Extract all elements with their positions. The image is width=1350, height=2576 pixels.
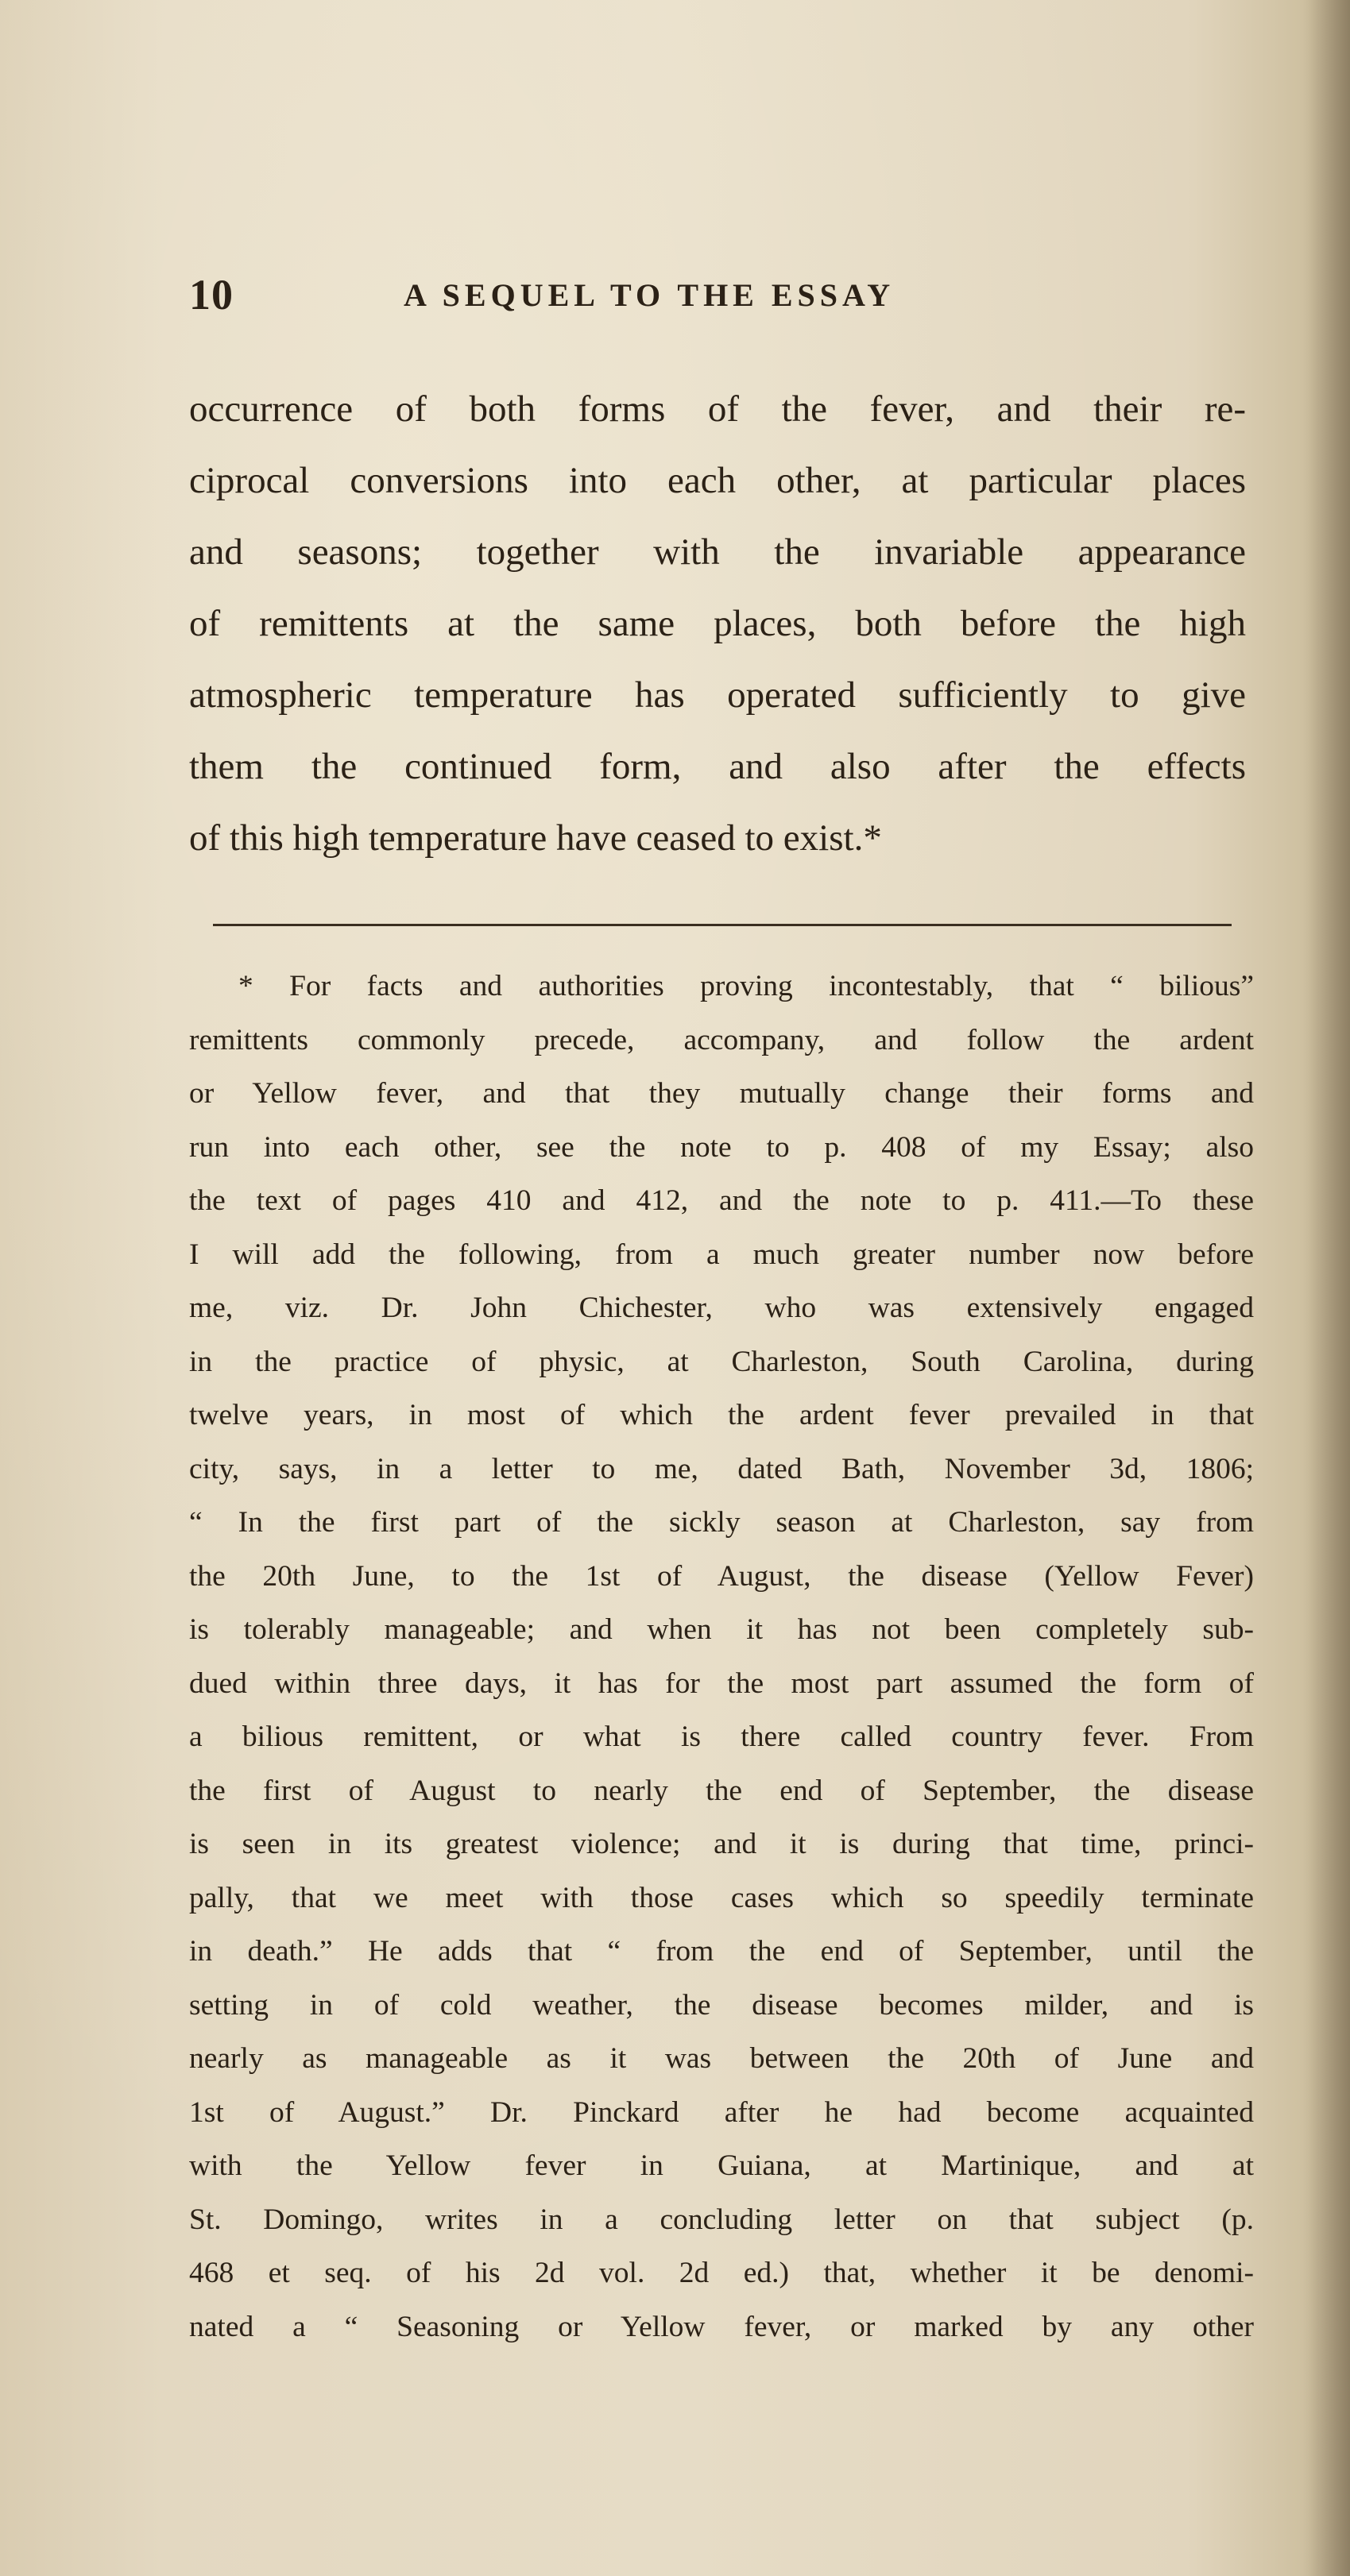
footnote-line: in death.” He adds that “ from the end of September, until the [189,1935,1254,1968]
footnote-line: “ In the first part of the sickly season at Charleston, say from [189,1506,1254,1539]
text-line: atmospheric temperature has operated sufficiently to give [189,674,1246,716]
page-number: 10 [189,271,234,319]
footnote-line: the 20th June, to the 1st of August, the disease (Yellow Fever) [189,1559,1254,1593]
footnote-line: nated a “ Seasoning or Yellow fever, or marked by any other [189,2310,1254,2343]
footnote-line: setting in of cold weather, the disease becomes milder, and is [189,1988,1254,2022]
footnote-line: pally, that we meet with those cases which so speedily terminate [189,1881,1254,1914]
text-line: and seasons; together with the invariable appearance [189,531,1246,573]
footnote-line: or Yellow fever, and that they mutually change their forms and [189,1077,1254,1110]
main-text [189,373,1246,874]
footnote-line: a bilious remittent, or what is there called country fever. From [189,1721,1254,1753]
footnote-line: dued within three days, it has for the most part assumed the form of [189,1666,1254,1700]
text-line: of remittents at the same places, both before the high [189,603,1246,644]
footnote-line: run into each other, see the note to p. 408 of my Essay; also [189,1130,1254,1164]
footnote-line: I will add the following, from a much greater number now before [189,1238,1254,1271]
page-header [189,270,1254,326]
footnote-line: the first of August to nearly the end of September, the disease [189,1774,1254,1807]
text-line: ciprocal conversions into each other, at particular places [189,460,1246,501]
running-head: A SEQUEL TO THE ESSAY [404,277,895,313]
footnote-line: the text of pages 410 and 412, and the note to p. 411.—To these [189,1184,1254,1217]
footnote-line: 468 et seq. of his 2d vol. 2d ed.) that, whether it be denomi- [189,2257,1254,2289]
footnote-line: in the practice of physic, at Charleston, South Carolina, during [189,1345,1254,1378]
page-edge-shadow [1302,0,1350,2576]
footnote-line: twelve years, in most of which the ardent fever prevailed in that [189,1399,1254,1431]
footnote-line: with the Yellow fever in Guiana, at Martinique, and at [189,2149,1254,2182]
footnote-line: me, viz. Dr. John Chichester, who was extensively engaged [189,1292,1254,1324]
footnote-line: St. Domingo, writes in a concluding letter on that subject (p. [189,2203,1254,2236]
footnote-line: * For facts and authorities proving incontestably, that “ bilious” [238,970,1254,1002]
footnote-line: is seen in its greatest violence; and it is during that time, princi- [189,1828,1254,1860]
footnote-line: remittents commonly precede, accompany, and follow the ardent [189,1023,1254,1056]
footnote-line: city, says, in a letter to me, dated Bath, November 3d, 1806; [189,1452,1254,1485]
text-line: of this high temperature have ceased to exist.* [189,817,882,859]
text-line: occurrence of both forms of the fever, and their re- [189,388,1246,430]
footnote [189,960,1254,2354]
footnote-line: is tolerably manageable; and when it has not been completely sub- [189,1613,1254,1646]
text-line: them the continued form, and also after the effects [189,746,1246,787]
footnote-divider [213,924,1232,926]
footnote-line: nearly as manageable as it was between the 20th of June and [189,2042,1254,2075]
footnote-line: 1st of August.” Dr. Pinckard after he had become acquainted [189,2095,1254,2129]
